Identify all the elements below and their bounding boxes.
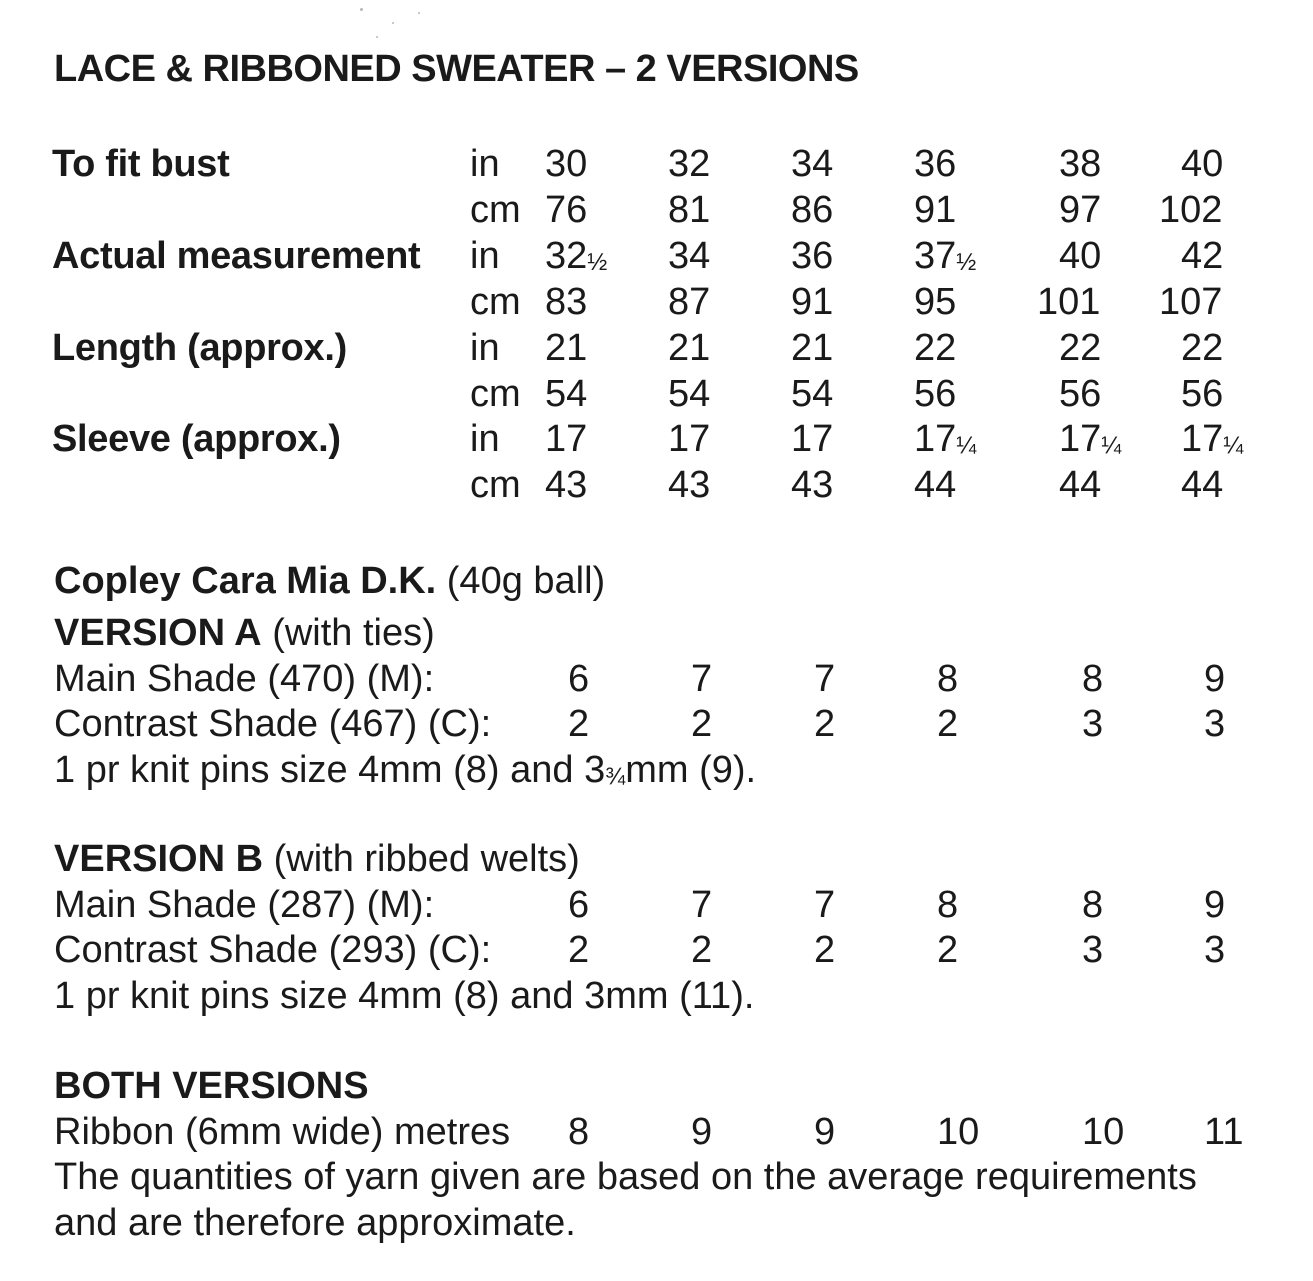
ribbon-cell: 9 — [691, 1111, 713, 1153]
version-b-heading: VERSION B (with ribbed welts) — [54, 838, 580, 880]
value-cell: 81 — [668, 189, 711, 231]
note-line-1: The quantities of yarn given are based on the average requirements — [54, 1156, 1197, 1198]
value-cell: 21 — [545, 327, 588, 369]
scan-speck — [418, 12, 420, 14]
value-cell: 21 — [668, 327, 711, 369]
fraction-half: ½ — [587, 249, 608, 276]
quantity-cell: 6 — [568, 884, 590, 926]
quantity-cell: 8 — [1082, 658, 1104, 700]
quantity-cell: 2 — [568, 929, 590, 971]
quantity-cell: 2 — [937, 703, 959, 745]
unit-label: cm — [470, 373, 521, 415]
main-shade-label: Main Shade (470) (M): — [54, 658, 435, 700]
value-cell: 34 — [791, 143, 834, 185]
version-b-subtitle: (with ribbed welts) — [273, 838, 580, 880]
value-cell: 22 — [914, 327, 957, 369]
ribbon-cell: 11 — [1204, 1111, 1244, 1153]
quantity-cell: 3 — [1204, 703, 1226, 745]
value-cell: 76 — [545, 189, 588, 231]
page-title: LACE & RIBBONED SWEATER – 2 VERSIONS — [54, 48, 859, 90]
unit-label: cm — [470, 189, 521, 231]
value-cell: 22 — [1181, 327, 1224, 369]
ribbon-cell: 8 — [568, 1111, 590, 1153]
value-cell: 91 — [791, 281, 834, 323]
value-cell: 86 — [791, 189, 834, 231]
fraction-quarter: ¼ — [956, 432, 977, 459]
quantity-cell: 7 — [814, 884, 836, 926]
value-cell: 40 — [1059, 235, 1102, 277]
quantity-cell: 6 — [568, 658, 590, 700]
contrast-shade-label: Contrast Shade (467) (C): — [54, 703, 492, 745]
unit-label: cm — [470, 281, 521, 323]
unit-label: in — [470, 327, 500, 369]
quantity-cell: 2 — [691, 929, 713, 971]
quantity-cell: 2 — [568, 703, 590, 745]
value-cell: 17 — [545, 418, 588, 460]
ribbon-cell: 10 — [937, 1111, 980, 1153]
contrast-shade-label: Contrast Shade (293) (C): — [54, 929, 492, 971]
value-cell: 37½ — [914, 235, 977, 277]
quantity-cell: 8 — [937, 884, 959, 926]
value-cell: 17 — [791, 418, 834, 460]
ribbon-label: Ribbon (6mm wide) metres — [54, 1111, 511, 1153]
value-cell: 101 — [1037, 281, 1101, 323]
quantity-cell: 3 — [1082, 929, 1104, 971]
main-shade-label: Main Shade (287) (M): — [54, 884, 435, 926]
scan-speck — [376, 36, 378, 38]
yarn-name: Copley Cara Mia D.K. — [54, 560, 437, 602]
yarn-ball: (40g ball) — [446, 560, 606, 602]
quantity-cell: 7 — [691, 884, 713, 926]
both-versions-heading: BOTH VERSIONS — [54, 1065, 369, 1107]
quantity-cell: 9 — [1204, 658, 1226, 700]
value-cell: 32 — [668, 143, 711, 185]
value-cell: 43 — [668, 464, 711, 506]
fraction-quarter: ¼ — [1223, 432, 1244, 459]
value-cell: 107 — [1159, 281, 1223, 323]
value-cell: 43 — [791, 464, 834, 506]
row-label-actual: Actual measurement — [52, 235, 421, 277]
value-cell: 56 — [914, 373, 957, 415]
value-cell: 36 — [914, 143, 957, 185]
value-cell: 97 — [1059, 189, 1102, 231]
value-cell: 21 — [791, 327, 834, 369]
note-line-2: and are therefore approximate. — [54, 1202, 576, 1244]
quantity-cell: 2 — [814, 929, 836, 971]
fraction-quarter: ¼ — [1101, 432, 1122, 459]
fraction-three-quarter: ¾ — [605, 763, 626, 790]
unit-label: in — [470, 418, 500, 460]
value-cell: 54 — [545, 373, 588, 415]
value-cell: 17¼ — [1181, 418, 1244, 460]
value-cell: 87 — [668, 281, 711, 323]
quantity-cell: 2 — [937, 929, 959, 971]
value-cell: 22 — [1059, 327, 1102, 369]
scan-speck — [360, 8, 363, 11]
quantity-cell: 2 — [691, 703, 713, 745]
value-cell: 40 — [1181, 143, 1224, 185]
value-cell: 17¼ — [914, 418, 977, 460]
scan-speck — [392, 22, 394, 24]
value-cell: 34 — [668, 235, 711, 277]
quantity-cell: 3 — [1082, 703, 1104, 745]
unit-label: in — [470, 235, 500, 277]
value-cell: 44 — [914, 464, 957, 506]
yarn-heading — [54, 560, 605, 603]
value-cell: 56 — [1181, 373, 1224, 415]
quantity-cell: 3 — [1204, 929, 1226, 971]
row-label-bust: To fit bust — [52, 143, 230, 185]
ribbon-cell: 10 — [1082, 1111, 1125, 1153]
value-cell: 91 — [914, 189, 957, 231]
quantity-cell: 9 — [1204, 884, 1226, 926]
value-cell: 54 — [791, 373, 834, 415]
fraction-half: ½ — [956, 249, 977, 276]
needles-line: 1 pr knit pins size 4mm (8) and 3mm (11). — [54, 975, 755, 1017]
value-cell: 17 — [668, 418, 711, 460]
value-cell: 95 — [914, 281, 957, 323]
version-a-heading: VERSION A (with ties) — [54, 612, 435, 654]
quantity-cell: 8 — [937, 658, 959, 700]
ribbon-cell: 9 — [814, 1111, 836, 1153]
value-cell: 30 — [545, 143, 588, 185]
version-a-subtitle: (with ties) — [272, 612, 435, 654]
value-cell: 32½ — [545, 235, 608, 277]
value-cell: 38 — [1059, 143, 1102, 185]
row-label-length: Length (approx.) — [52, 327, 347, 369]
value-cell: 17¼ — [1059, 418, 1122, 460]
value-cell: 36 — [791, 235, 834, 277]
value-cell: 56 — [1059, 373, 1102, 415]
quantity-cell: 8 — [1082, 884, 1104, 926]
value-cell: 43 — [545, 464, 588, 506]
value-cell: 44 — [1181, 464, 1224, 506]
unit-label: cm — [470, 464, 521, 506]
value-cell: 44 — [1059, 464, 1102, 506]
needles-line: 1 pr knit pins size 4mm (8) and 3¾mm (9). — [54, 749, 757, 791]
value-cell: 42 — [1181, 235, 1224, 277]
quantity-cell: 2 — [814, 703, 836, 745]
quantity-cell: 7 — [814, 658, 836, 700]
quantity-cell: 7 — [691, 658, 713, 700]
value-cell: 102 — [1159, 189, 1223, 231]
value-cell: 54 — [668, 373, 711, 415]
value-cell: 83 — [545, 281, 588, 323]
row-label-sleeve: Sleeve (approx.) — [52, 418, 341, 460]
unit-label: in — [470, 143, 500, 185]
